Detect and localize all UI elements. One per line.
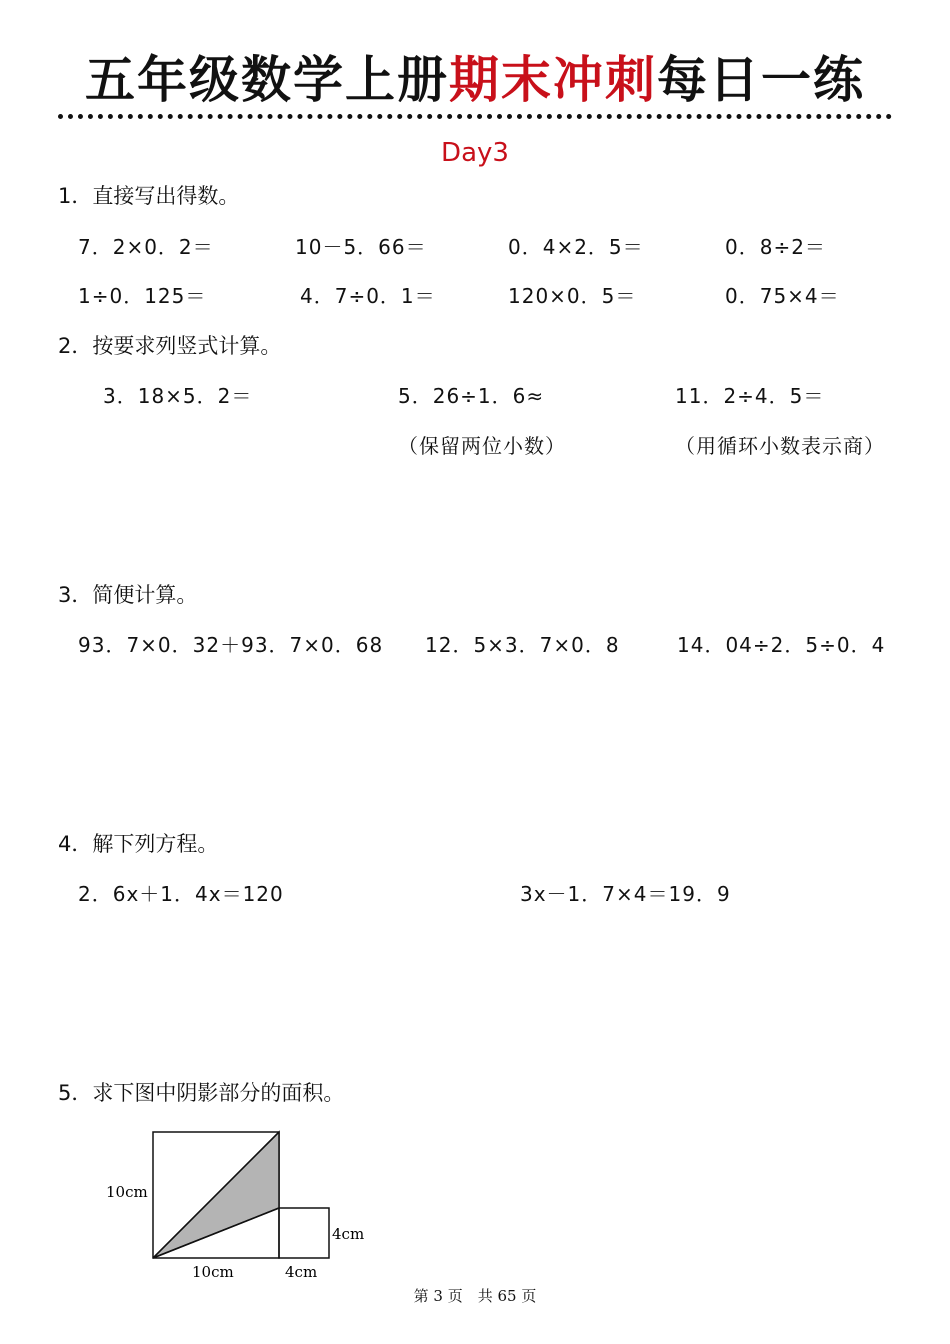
q1-item: 0．4×2．5＝ xyxy=(508,235,644,259)
footer-mid: 页 共 xyxy=(447,1287,493,1305)
title-part1: 五年级数学上册 xyxy=(85,51,449,109)
q2-item: 5．26÷1．6≈ xyxy=(398,384,545,408)
q2-item: 3．18×5．2＝ xyxy=(103,384,253,408)
q2-note: （用循环小数表示商） xyxy=(675,434,885,458)
q3-item: 12．5×3．7×0．8 xyxy=(425,633,620,657)
small-square xyxy=(279,1208,329,1258)
q1-item: 120×0．5＝ xyxy=(508,284,637,308)
page-title xyxy=(0,44,950,116)
dotted-divider xyxy=(58,114,892,119)
day-label: Day3 xyxy=(441,138,509,168)
q3-item: 93．7×0．32＋93．7×0．68 xyxy=(78,633,384,657)
footer-total: 65 xyxy=(497,1287,517,1305)
q2-heading: 2．按要求列竖式计算。 xyxy=(58,334,282,358)
title-part3: 每日一练 xyxy=(657,51,865,109)
q4-item: 3x－1．7×4＝19．9 xyxy=(520,882,731,906)
label-bottom-right: 4cm xyxy=(285,1263,318,1281)
footer-page: 3 xyxy=(433,1287,443,1305)
page-footer xyxy=(0,1284,950,1308)
q2-note: （保留两位小数） xyxy=(398,434,566,458)
q1-item: 0．8÷2＝ xyxy=(725,235,826,259)
footer-suffix: 页 xyxy=(521,1287,537,1305)
q5-heading: 5．求下图中阴影部分的面积。 xyxy=(58,1081,345,1105)
q1-item: 0．75×4＝ xyxy=(725,284,840,308)
q1-item: 4．7÷0．1＝ xyxy=(300,284,436,308)
q1-item: 10－5．66＝ xyxy=(295,235,427,259)
label-bottom-left: 10cm xyxy=(192,1263,234,1281)
shaded-area-figure xyxy=(95,1120,395,1285)
q4-item: 2．6x＋1．4x＝120 xyxy=(78,882,284,906)
q1-heading: 1．直接写出得数。 xyxy=(58,184,240,208)
label-right: 4cm xyxy=(332,1225,365,1243)
footer-prefix: 第 xyxy=(413,1287,429,1305)
q2-item: 11．2÷4．5＝ xyxy=(675,384,825,408)
q1-item: 7．2×0．2＝ xyxy=(78,235,214,259)
q1-item: 1÷0．125＝ xyxy=(78,284,207,308)
q3-item: 14．04÷2．5÷0．4 xyxy=(677,633,886,657)
title-highlight: 期末冲刺 xyxy=(449,51,657,109)
q4-heading: 4．解下列方程。 xyxy=(58,832,219,856)
label-left: 10cm xyxy=(106,1183,148,1201)
q3-heading: 3．简便计算。 xyxy=(58,583,198,607)
